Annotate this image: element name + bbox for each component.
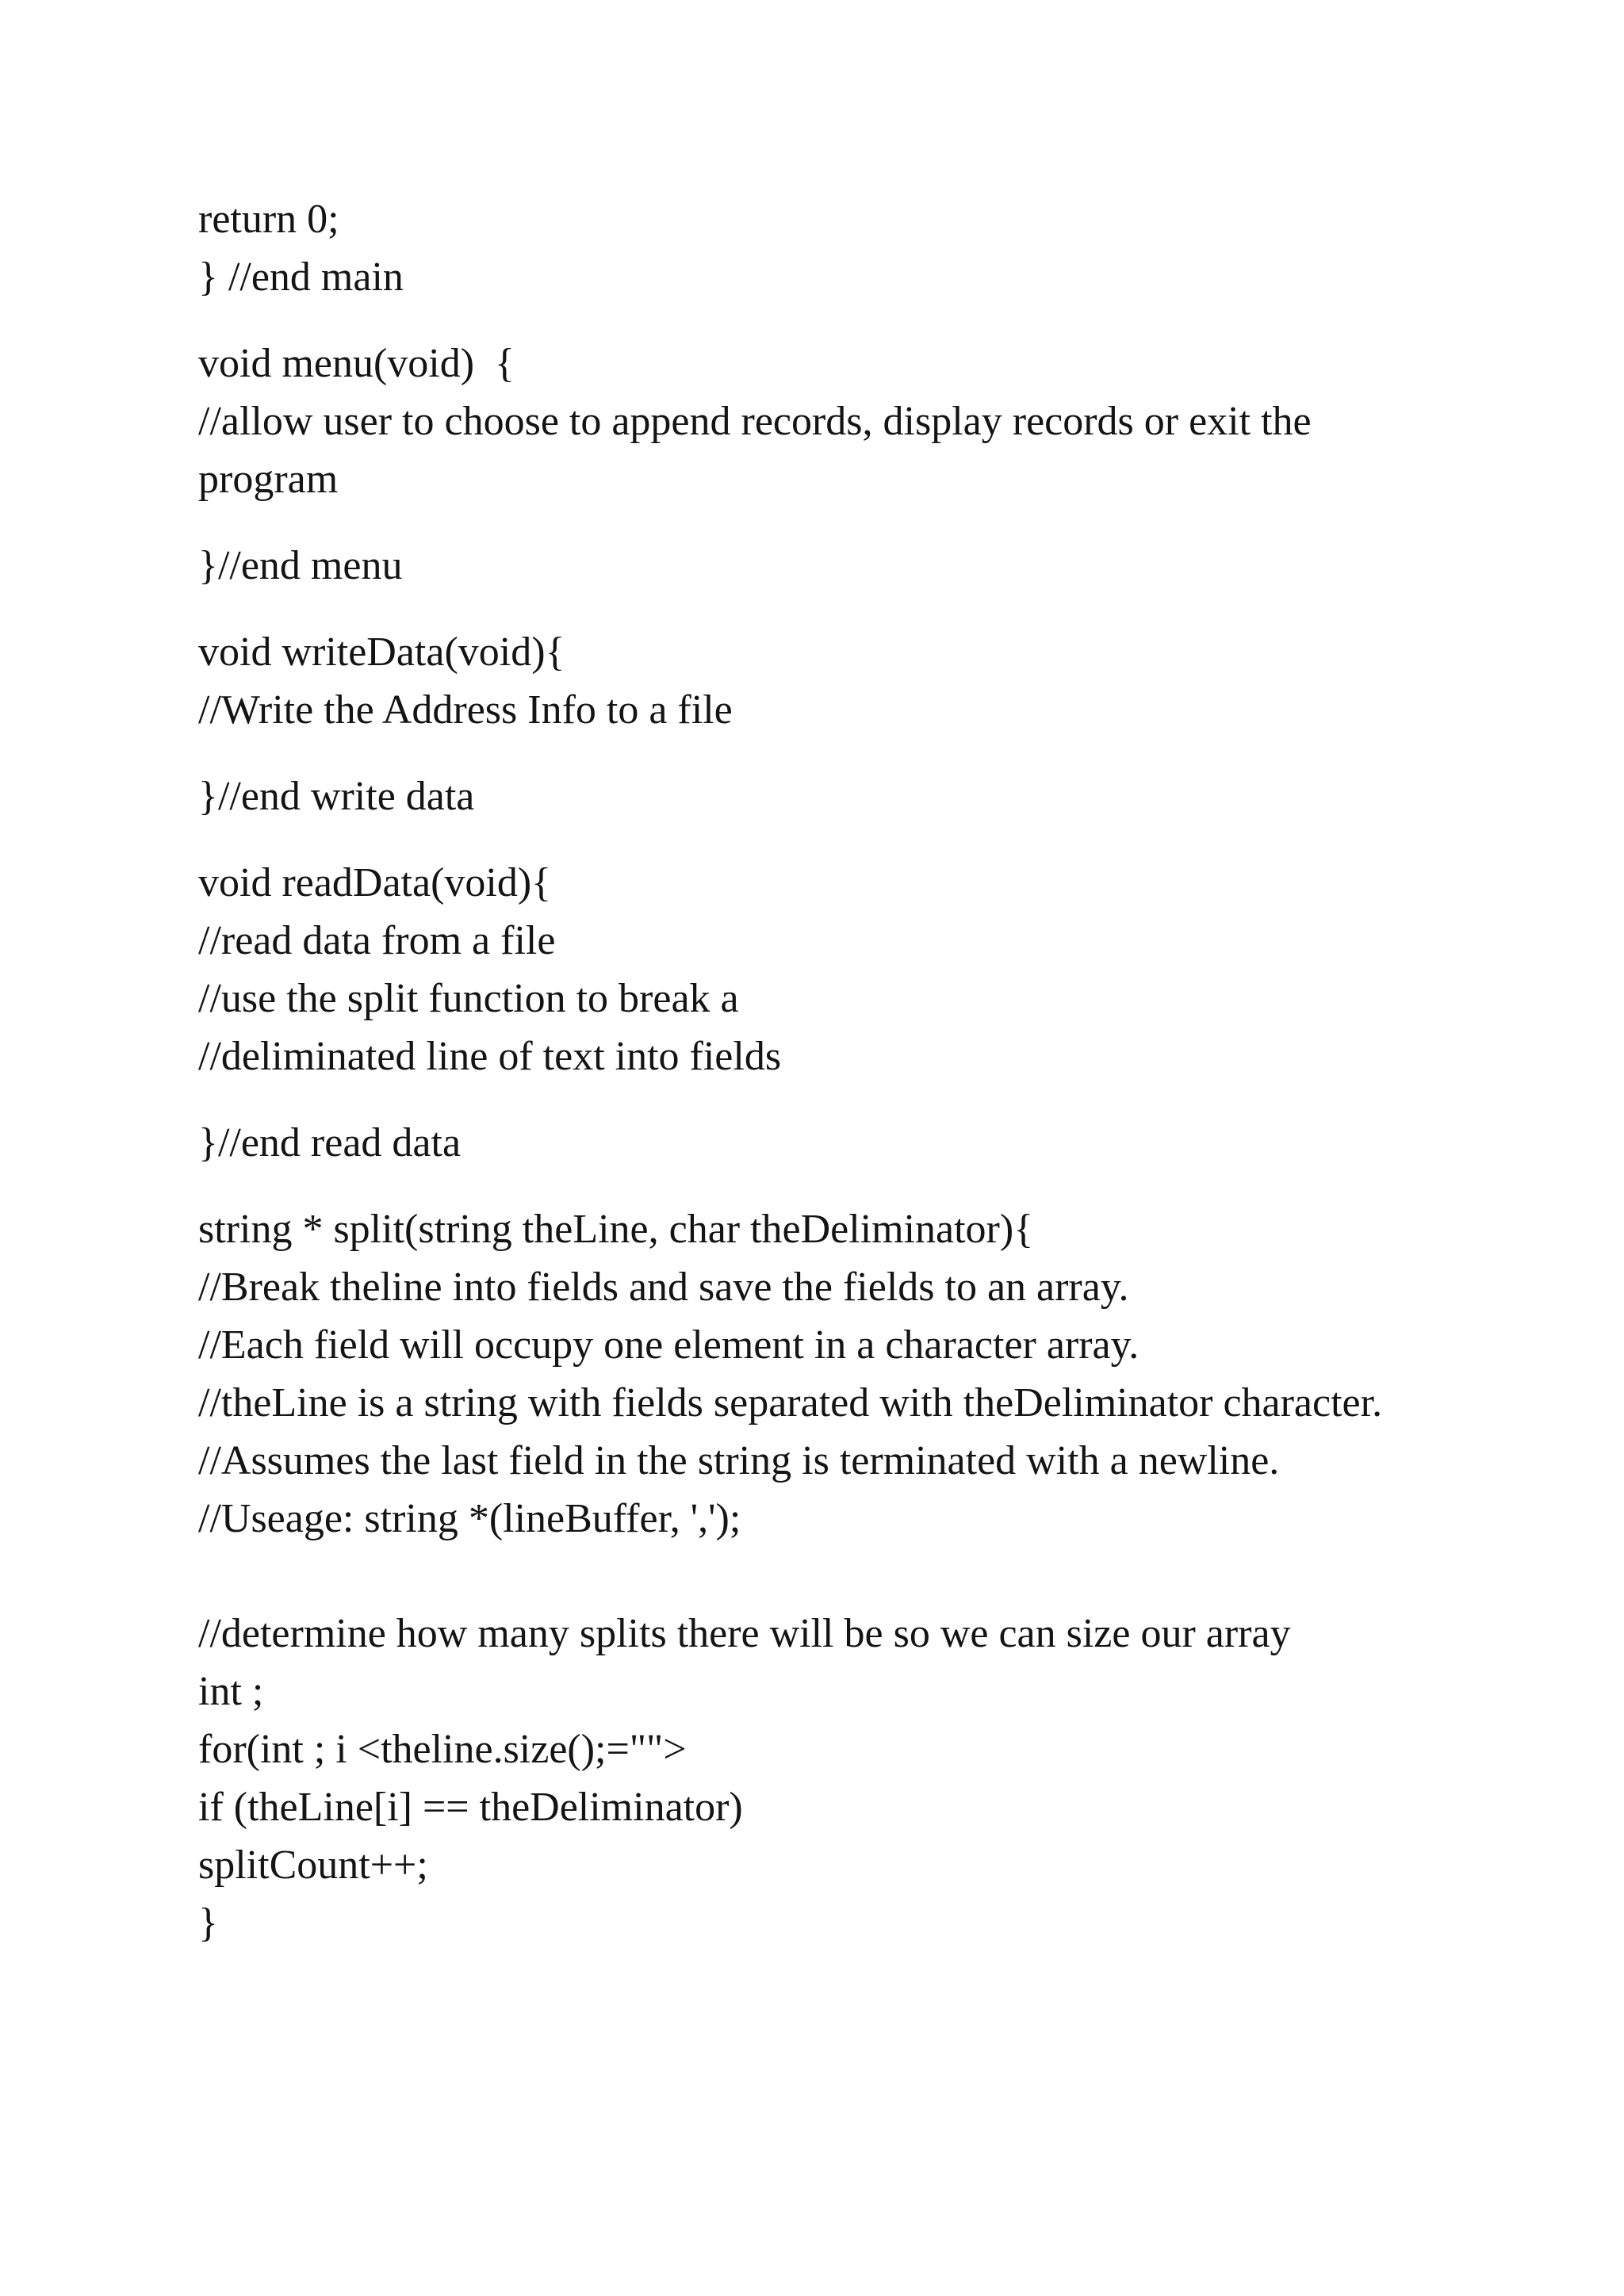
text-line: //Break theline into fields and save the fields to an array.: [198, 1265, 1129, 1310]
text-line: }//end menu: [198, 543, 403, 588]
code-listing: [198, 190, 1435, 1980]
text-line: //Useage: string *(lineBuffer, ',');: [198, 1496, 741, 1541]
text-line: //theLine is a string with fields separated with theDeliminator character.: [198, 1380, 1383, 1425]
text-line: if (theLine[i] == theDeliminator): [198, 1785, 743, 1830]
block-return: [198, 190, 1435, 306]
block-split-function: [198, 1200, 1435, 1548]
block-menu-function: [198, 335, 1435, 508]
text-line: //use the split function to break a: [198, 976, 739, 1021]
text-line: //read data from a file: [198, 918, 556, 963]
text-line: //Each field will occupy one element in a character array.: [198, 1322, 1139, 1368]
text-line: //allow user to choose to append records, display records or exit the program: [198, 399, 1312, 502]
block-end-read-data: [198, 1114, 1435, 1172]
text-line: //Write the Address Info to a file: [198, 687, 733, 733]
text-line: void readData(void){: [198, 860, 552, 905]
text-line: }//end write data: [198, 774, 475, 819]
text-line: } //end main: [198, 254, 404, 300]
block-read-data-function: [198, 854, 1435, 1085]
text-line: //deliminated line of text into fields: [198, 1034, 782, 1079]
block-write-data-function: [198, 623, 1435, 739]
text-line: for(int ; i <theline.size();="">: [198, 1727, 687, 1772]
text-line: splitCount++;: [198, 1843, 428, 1888]
block-end-write-data: [198, 767, 1435, 825]
text-line: //determine how many splits there will be so we can size our array: [198, 1611, 1291, 1656]
text-line: int ;: [198, 1669, 264, 1714]
text-line: void writeData(void){: [198, 629, 565, 675]
text-line: //Assumes the last field in the string is terminated with a newline.: [198, 1438, 1280, 1483]
block-end-menu: [198, 537, 1435, 595]
text-line: }//end read data: [198, 1120, 462, 1165]
text-line: void menu(void) {: [198, 341, 515, 386]
text-line: return 0;: [198, 197, 339, 242]
text-line: string * split(string theLine, char theDeliminator){: [198, 1207, 1034, 1252]
text-line: }: [198, 1900, 218, 1946]
block-split-count-loop: [198, 1605, 1435, 1952]
